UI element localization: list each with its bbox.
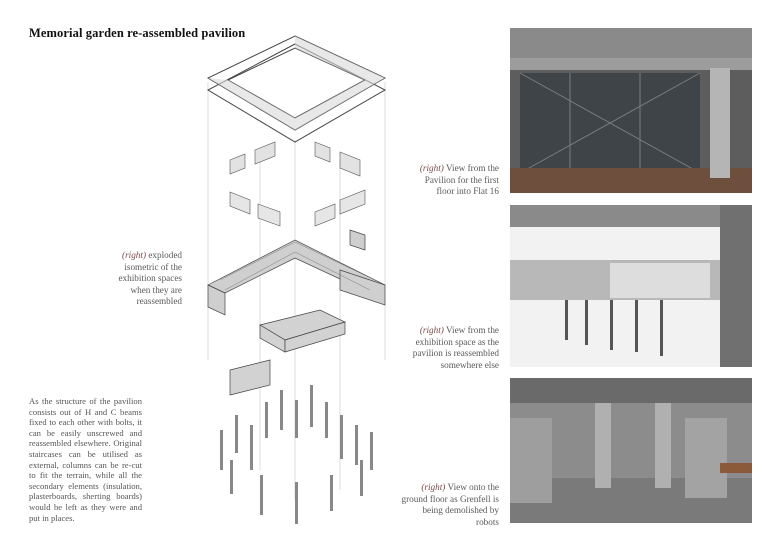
- exploded-isometric-drawing: [200, 30, 400, 530]
- view3-caption: (right) View onto the ground floor as Grenfell is being demolished by robots: [401, 482, 499, 527]
- photo-exhibition-space: [510, 205, 752, 367]
- photo-pavilion-flat16: [510, 28, 752, 193]
- description-paragraph: As the structure of the pavilion consists out of H and C beams fixed to each other with bolts, it can be easily unscrewed and reassembled elsewhere. Original staircases can be utilised as external, columns can be re-cut to fit the terrain, while all the secondary elements (insulation, plasterboards, sherting boards) would be left as they were and put in places.: [29, 396, 142, 523]
- view1-caption: (right) View from the Pavilion for the first floor into Flat 16: [419, 163, 499, 197]
- page-title: Memorial garden re-assembled pavilion: [29, 26, 246, 40]
- exploded-caption: (right) exploded isometric of the exhibition spaces when they are reassembled: [118, 250, 182, 307]
- photo-ground-floor-demolition: [510, 378, 752, 523]
- view2-caption: (right) View from the exhibition space as the pavilion is reassembled somewhere else: [412, 325, 499, 370]
